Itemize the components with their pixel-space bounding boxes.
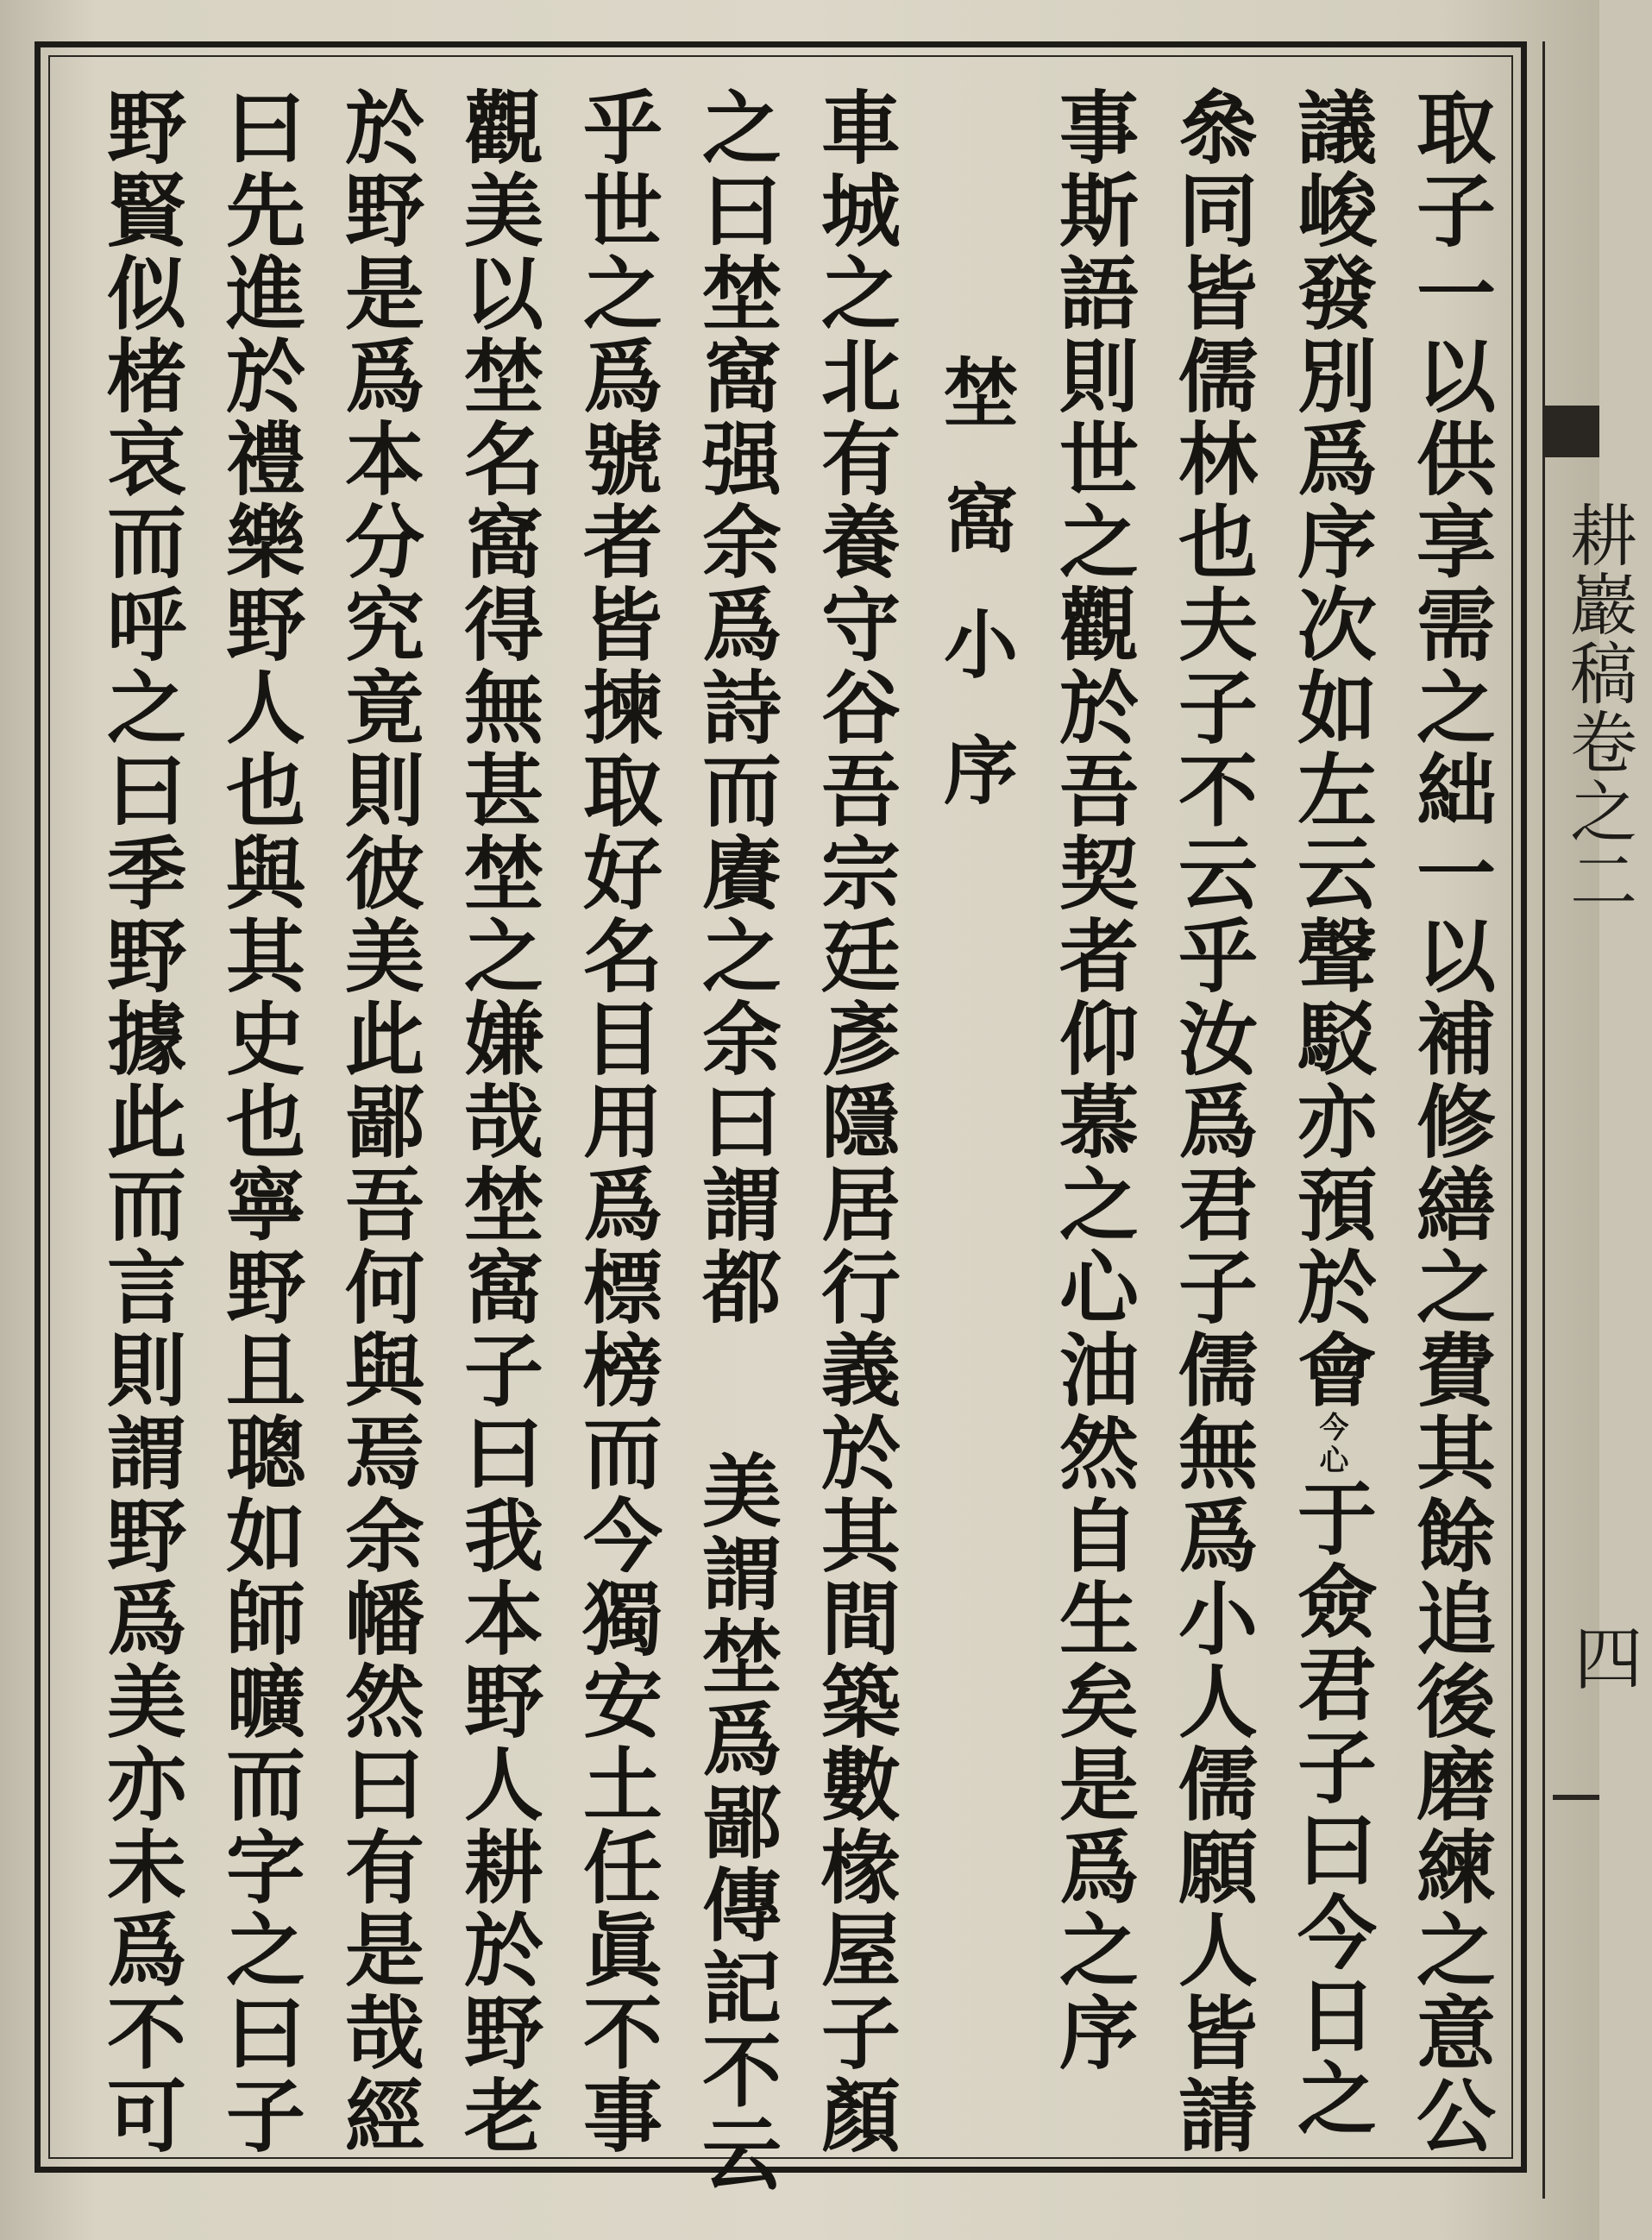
page-margin-column — [1542, 41, 1599, 2199]
fishtail-mark — [1544, 406, 1599, 457]
text-column-11: 曰先進於禮樂野人也與其史也寧野且聰如師曠而字之曰子 — [213, 86, 306, 2157]
text-column-1: 取子一以供享需之絀一以補修繕之費其餘追後磨練之意公 — [1404, 86, 1497, 2157]
text-column-2 — [1272, 86, 1391, 2140]
text-column-12: 野賢似楮哀而呼之曰季野據此而言則謂野爲美亦未爲不可 — [94, 86, 187, 2157]
text-column-7-main: 之曰埜窩强余爲詩而賡之余曰謂都 — [689, 86, 782, 1329]
text-column-7-tail: 美謂埜爲鄙傳記不云 — [689, 1450, 782, 2195]
text-column-10: 於野是爲本分究竟則彼美此鄙吾何與焉余幡然曰有是哉經 — [332, 86, 425, 2157]
text-column-8: 乎世之爲號者皆揀取好名目用爲標榜而今獨安土任眞不事 — [570, 86, 663, 2157]
text-column-4: 事斯語則世之觀於吾契者仰慕之心油然自生矣是爲之序 — [1046, 86, 1140, 2074]
text-column-2-tail: 于僉君子曰今日之 — [1285, 1477, 1378, 2140]
text-column-3: 叅同皆儒林也夫子不云乎汝爲君子儒無爲小人儒願人皆請 — [1165, 86, 1259, 2157]
section-title: 埜窩小序 — [931, 354, 1018, 858]
page-number: 四 — [1562, 1622, 1643, 1691]
running-title: 耕巖稿卷之二 — [1559, 500, 1636, 915]
interlinear-note: 今心 — [1314, 1412, 1348, 1477]
text-column-9: 觀美以埜名窩得無甚埜之嫌哉埜窩子曰我本野人耕於野老 — [451, 86, 544, 2157]
body-text — [78, 86, 1510, 2195]
text-column-2-main: 議峻發別爲序次如左云聲駁亦預於會 — [1285, 86, 1378, 1412]
text-column-6: 車城之北有養守谷吾宗廷彥隱居行義於其間築數椽屋子顏 — [808, 86, 901, 2157]
text-column-7 — [676, 86, 795, 2195]
margin-rule — [1553, 1795, 1599, 1800]
